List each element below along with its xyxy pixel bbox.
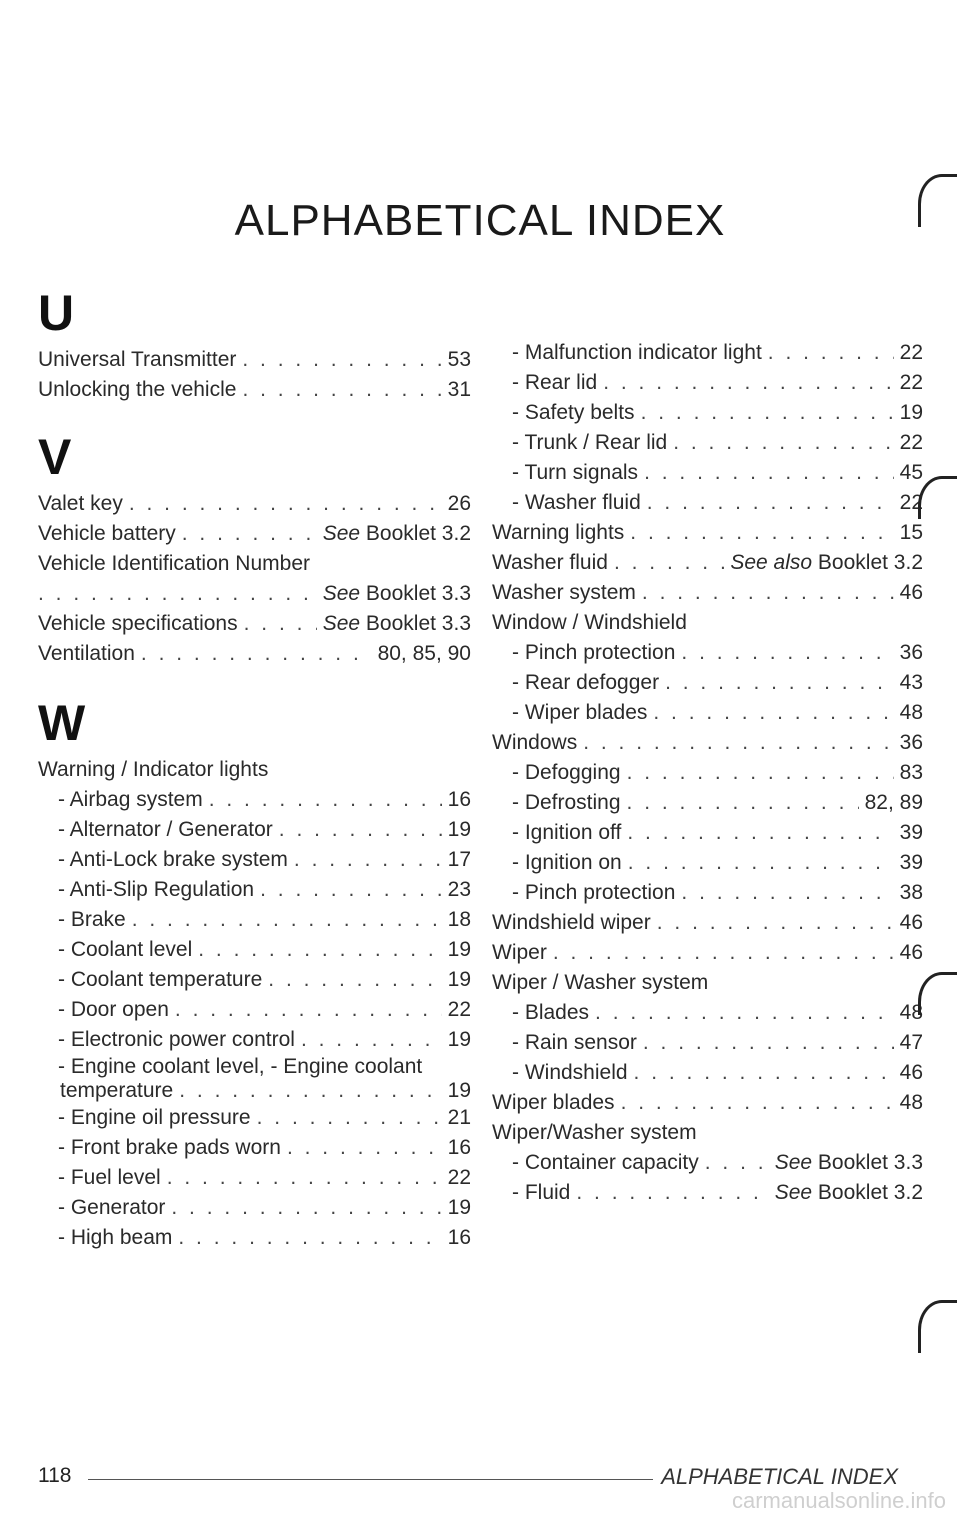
dot-leader bbox=[627, 758, 894, 788]
entry-page-ref bbox=[730, 548, 923, 578]
page-ref-value: Booklet 3.2 bbox=[817, 551, 923, 574]
page-ref-value: 46 bbox=[899, 941, 923, 964]
page-ref-value: 22 bbox=[899, 371, 923, 394]
entry-page-ref bbox=[448, 1163, 471, 1193]
entry-label: - Fluid bbox=[512, 1181, 571, 1204]
entry-page-ref bbox=[900, 758, 923, 788]
index-entry bbox=[492, 458, 923, 488]
dot-leader bbox=[141, 639, 372, 669]
dot-leader bbox=[644, 458, 894, 488]
entry-label: - Electronic power control bbox=[58, 1028, 295, 1051]
entry-page-ref bbox=[323, 519, 471, 549]
dot-leader bbox=[643, 1028, 894, 1058]
entry-page-ref bbox=[448, 845, 471, 875]
page-ref-value: 26 bbox=[447, 492, 471, 515]
page-ref-value: 23 bbox=[447, 878, 471, 901]
section-letter: U bbox=[38, 285, 75, 341]
index-entry bbox=[38, 1025, 471, 1055]
entry-label: - Container capacity bbox=[512, 1151, 699, 1174]
dot-leader bbox=[665, 668, 894, 698]
entry-page-ref bbox=[900, 1028, 923, 1058]
page-ref-value: 46 bbox=[899, 911, 923, 934]
entry-page-ref bbox=[900, 1058, 923, 1088]
page-tab-marker bbox=[918, 476, 957, 519]
entry-label: - Ignition on bbox=[512, 851, 622, 874]
page-ref-value: 22 bbox=[899, 491, 923, 514]
index-heading: Wiper/Washer system bbox=[492, 1121, 697, 1144]
index-entry bbox=[492, 1028, 923, 1058]
index-entry bbox=[492, 1088, 923, 1118]
index-entry bbox=[38, 815, 471, 845]
entry-page-ref bbox=[448, 1103, 471, 1133]
entry-page-ref bbox=[900, 668, 923, 698]
dot-leader bbox=[768, 338, 894, 368]
dot-leader bbox=[178, 1223, 441, 1253]
entry-page-ref bbox=[900, 908, 923, 938]
page-ref-value: 22 bbox=[447, 998, 471, 1021]
entry-page-ref bbox=[448, 1133, 471, 1163]
dot-leader bbox=[38, 579, 317, 609]
entry-page-ref bbox=[448, 489, 471, 519]
dot-leader bbox=[603, 368, 893, 398]
index-entry bbox=[492, 1058, 923, 1088]
entry-page-ref bbox=[448, 935, 471, 965]
entry-page-ref bbox=[775, 1178, 923, 1208]
entry-page-ref bbox=[448, 375, 471, 405]
see-reference: See bbox=[774, 1181, 813, 1204]
see-reference: See bbox=[774, 1151, 813, 1174]
entry-label: Unlocking the vehicle bbox=[38, 378, 237, 401]
entry-label: - Trunk / Rear lid bbox=[512, 431, 668, 454]
page-ref-value: 31 bbox=[447, 378, 471, 401]
dot-leader bbox=[209, 785, 442, 815]
see-reference: See bbox=[322, 582, 361, 605]
entry-label: Windows bbox=[492, 731, 578, 754]
index-entry bbox=[492, 998, 923, 1028]
dot-leader bbox=[673, 428, 893, 458]
page-ref-value: 48 bbox=[899, 1091, 923, 1114]
entry-label: - Alternator / Generator bbox=[58, 818, 273, 841]
entry-page-ref bbox=[448, 875, 471, 905]
entry-page-ref bbox=[900, 818, 923, 848]
dot-leader bbox=[641, 398, 894, 428]
index-entry bbox=[492, 338, 923, 368]
entry-page-ref bbox=[900, 338, 923, 368]
entry-label: - Rain sensor bbox=[512, 1031, 637, 1054]
entry-label: Wiper blades bbox=[492, 1091, 615, 1114]
index-entry bbox=[492, 878, 923, 908]
index-entry bbox=[38, 1133, 471, 1163]
index-entry bbox=[492, 398, 923, 428]
index-entry bbox=[492, 578, 923, 608]
entry-page-ref bbox=[323, 609, 471, 639]
page-ref-value: 18 bbox=[447, 908, 471, 931]
dot-leader bbox=[175, 995, 442, 1025]
index-heading: Wiper / Washer system bbox=[492, 971, 709, 994]
index-entry bbox=[492, 848, 923, 878]
entry-page-ref bbox=[900, 458, 923, 488]
dot-leader bbox=[614, 548, 724, 578]
entry-page-ref bbox=[900, 368, 923, 398]
entry-label: Valet key bbox=[38, 492, 123, 515]
entry-label: - Defrosting bbox=[512, 791, 621, 814]
entry-page-ref bbox=[900, 428, 923, 458]
dot-leader bbox=[301, 1025, 442, 1055]
entry-label: - Fuel level bbox=[58, 1166, 161, 1189]
dot-leader bbox=[257, 1103, 442, 1133]
entry-label: - Pinch protection bbox=[512, 641, 676, 664]
index-entry bbox=[38, 639, 471, 669]
entry-page-ref bbox=[448, 905, 471, 935]
page-ref-value: 36 bbox=[899, 641, 923, 664]
index-entry bbox=[492, 728, 923, 758]
dot-leader bbox=[287, 1133, 442, 1163]
index-heading: Warning / Indicator lights bbox=[38, 758, 269, 781]
page-ref-value: 16 bbox=[447, 1226, 471, 1249]
index-entry bbox=[38, 1163, 471, 1193]
index-entry bbox=[38, 345, 471, 375]
entry-label: - Coolant level bbox=[58, 938, 193, 961]
entry-label: - Pinch protection bbox=[512, 881, 676, 904]
index-entry bbox=[38, 579, 471, 609]
dot-leader bbox=[681, 878, 893, 908]
dot-leader bbox=[171, 1193, 441, 1223]
dot-leader bbox=[628, 848, 894, 878]
dot-leader bbox=[647, 488, 894, 518]
entry-label: - Turn signals bbox=[512, 461, 639, 484]
dot-leader bbox=[634, 1058, 894, 1088]
dot-leader bbox=[179, 1079, 441, 1103]
entry-page-ref bbox=[448, 965, 471, 995]
entry-page-ref bbox=[900, 878, 923, 908]
entry-label: - Malfunction indicator light bbox=[512, 341, 762, 364]
dot-leader bbox=[260, 875, 442, 905]
index-entry bbox=[38, 519, 471, 549]
page-ref-value: 15 bbox=[899, 521, 923, 544]
entry-label: Vehicle battery bbox=[38, 522, 176, 545]
entry-label: - Anti-Slip Regulation bbox=[58, 878, 255, 901]
section-letter: W bbox=[38, 695, 86, 751]
index-entry bbox=[492, 788, 923, 818]
index-entry bbox=[38, 1223, 471, 1253]
entry-label: - Rear defogger bbox=[512, 671, 660, 694]
page-ref-value: 19 bbox=[447, 1079, 471, 1102]
index-entry-wrapped-line: Vehicle Identification Number bbox=[38, 552, 310, 575]
page-ref-value: 22 bbox=[447, 1166, 471, 1189]
index-entry bbox=[492, 548, 923, 578]
dot-leader bbox=[621, 1088, 894, 1118]
entry-label: Ventilation bbox=[38, 642, 135, 665]
dot-leader bbox=[294, 845, 442, 875]
page-ref-value: 38 bbox=[899, 881, 923, 904]
entry-page-ref bbox=[900, 938, 923, 968]
entry-label: Warning lights bbox=[492, 521, 625, 544]
index-entry bbox=[492, 698, 923, 728]
entry-label: - Safety belts bbox=[512, 401, 635, 424]
page-ref-value: 48 bbox=[899, 1001, 923, 1024]
index-entry bbox=[492, 638, 923, 668]
index-entry bbox=[492, 668, 923, 698]
see-reference: See bbox=[322, 522, 361, 545]
index-entry bbox=[38, 375, 471, 405]
entry-label: Universal Transmitter bbox=[38, 348, 237, 371]
dot-leader bbox=[576, 1178, 768, 1208]
index-entry bbox=[38, 905, 471, 935]
entry-page-ref bbox=[448, 995, 471, 1025]
entry-page-ref bbox=[865, 788, 923, 818]
page-ref-value: 19 bbox=[447, 968, 471, 991]
index-entry bbox=[492, 938, 923, 968]
page-ref-value: 53 bbox=[447, 348, 471, 371]
entry-page-ref bbox=[900, 398, 923, 428]
entry-label: temperature bbox=[60, 1079, 174, 1102]
entry-page-ref bbox=[900, 578, 923, 608]
entry-label: Windshield wiper bbox=[492, 911, 651, 934]
entry-label: - Coolant temperature bbox=[58, 968, 263, 991]
dot-leader bbox=[553, 938, 894, 968]
page-ref-value: 45 bbox=[899, 461, 923, 484]
entry-page-ref bbox=[900, 638, 923, 668]
page-ref-value: 22 bbox=[899, 341, 923, 364]
entry-page-ref bbox=[900, 1088, 923, 1118]
dot-leader bbox=[627, 788, 859, 818]
page-ref-value: 47 bbox=[899, 1031, 923, 1054]
index-entry bbox=[492, 518, 923, 548]
page-ref-value: 83 bbox=[899, 761, 923, 784]
entry-label: Vehicle specifications bbox=[38, 612, 238, 635]
entry-label: - Wiper blades bbox=[512, 701, 648, 724]
page-ref-value: 19 bbox=[447, 938, 471, 961]
entry-label: - Rear lid bbox=[512, 371, 598, 394]
watermark: carmanualsonline.info bbox=[731, 1488, 946, 1513]
entry-label: - Engine oil pressure bbox=[58, 1106, 251, 1129]
index-entry bbox=[38, 995, 471, 1025]
entry-label: Wiper bbox=[492, 941, 547, 964]
dot-leader bbox=[182, 519, 317, 549]
index-entry-wrapped-line: - Engine coolant level, - Engine coolant bbox=[58, 1055, 423, 1078]
index-entry bbox=[38, 965, 471, 995]
index-entry bbox=[492, 1178, 923, 1208]
index-entry bbox=[38, 875, 471, 905]
page-ref-value: 19 bbox=[899, 401, 923, 424]
index-entry bbox=[38, 785, 471, 815]
entry-label: - Defogging bbox=[512, 761, 621, 784]
footer-divider bbox=[88, 1479, 653, 1480]
page-title: ALPHABETICAL INDEX bbox=[234, 196, 726, 245]
page-ref-value: Booklet 3.2 bbox=[817, 1181, 923, 1204]
page-tab-marker bbox=[918, 972, 957, 1015]
dot-leader bbox=[642, 578, 894, 608]
dot-leader bbox=[627, 818, 893, 848]
page-ref-value: 21 bbox=[447, 1106, 471, 1129]
dot-leader bbox=[242, 375, 441, 405]
dot-leader bbox=[583, 728, 893, 758]
entry-label: - Blades bbox=[512, 1001, 590, 1024]
page-ref-value: 19 bbox=[447, 1028, 471, 1051]
entry-label: - Brake bbox=[58, 908, 126, 931]
entry-page-ref bbox=[448, 1223, 471, 1253]
index-entry bbox=[38, 1103, 471, 1133]
page-ref-value: 48 bbox=[899, 701, 923, 724]
index-entry bbox=[38, 935, 471, 965]
dot-leader bbox=[244, 609, 317, 639]
entry-page-ref bbox=[900, 518, 923, 548]
dot-leader bbox=[129, 489, 442, 519]
entry-page-ref bbox=[323, 579, 471, 609]
entry-label: - Ignition off bbox=[512, 821, 622, 844]
see-reference: See also bbox=[730, 551, 813, 574]
index-left-column bbox=[38, 285, 471, 1253]
page-ref-value: 17 bbox=[447, 848, 471, 871]
page-ref-value: 46 bbox=[899, 581, 923, 604]
index-entry bbox=[38, 1079, 471, 1103]
entry-label: - High beam bbox=[58, 1226, 173, 1249]
index-right-column bbox=[492, 338, 923, 1208]
dot-leader bbox=[132, 905, 442, 935]
dot-leader bbox=[268, 965, 441, 995]
dot-leader bbox=[630, 518, 893, 548]
entry-page-ref bbox=[900, 728, 923, 758]
index-entry bbox=[38, 1193, 471, 1223]
entry-label: - Anti-Lock brake system bbox=[58, 848, 288, 871]
page-ref-value: 39 bbox=[899, 851, 923, 874]
index-entry bbox=[38, 609, 471, 639]
index-entry bbox=[492, 428, 923, 458]
dot-leader bbox=[681, 638, 893, 668]
see-reference: See bbox=[322, 612, 361, 635]
page-ref-value: 39 bbox=[899, 821, 923, 844]
section-letter: V bbox=[38, 429, 72, 485]
entry-label: Washer system bbox=[492, 581, 636, 604]
page-ref-value: 80, 85, 90 bbox=[377, 642, 471, 665]
page-ref-value: 22 bbox=[899, 431, 923, 454]
index-entry bbox=[492, 488, 923, 518]
dot-leader bbox=[242, 345, 441, 375]
page-ref-value: 46 bbox=[899, 1061, 923, 1084]
page-ref-value: 82, 89 bbox=[864, 791, 923, 814]
entry-page-ref bbox=[448, 345, 471, 375]
entry-label: Washer fluid bbox=[492, 551, 608, 574]
page-ref-value: 19 bbox=[447, 818, 471, 841]
entry-label: - Airbag system bbox=[58, 788, 203, 811]
entry-page-ref bbox=[448, 1025, 471, 1055]
index-heading: Window / Windshield bbox=[492, 611, 687, 634]
page-ref-value: Booklet 3.3 bbox=[817, 1151, 923, 1174]
entry-page-ref bbox=[900, 848, 923, 878]
page-ref-value: 16 bbox=[447, 788, 471, 811]
page-tab-marker bbox=[918, 1300, 957, 1353]
entry-label: - Front brake pads worn bbox=[58, 1136, 281, 1159]
footer-running-title: ALPHABETICAL INDEX bbox=[661, 1464, 898, 1489]
entry-page-ref bbox=[448, 785, 471, 815]
entry-label: - Washer fluid bbox=[512, 491, 641, 514]
page-ref-value: Booklet 3.2 bbox=[365, 522, 471, 545]
entry-page-ref bbox=[448, 815, 471, 845]
entry-page-ref bbox=[448, 1079, 471, 1103]
page-ref-value: 36 bbox=[899, 731, 923, 754]
page-ref-value: 19 bbox=[447, 1196, 471, 1219]
index-entry bbox=[38, 489, 471, 519]
dot-leader bbox=[705, 1148, 769, 1178]
index-entry bbox=[492, 368, 923, 398]
dot-leader bbox=[198, 935, 441, 965]
entry-label: - Door open bbox=[58, 998, 169, 1021]
entry-page-ref bbox=[448, 1193, 471, 1223]
index-entry bbox=[492, 818, 923, 848]
index-entry bbox=[492, 908, 923, 938]
page-ref-value: 16 bbox=[447, 1136, 471, 1159]
page-number: 118 bbox=[38, 1464, 72, 1487]
entry-label: - Windshield bbox=[512, 1061, 628, 1084]
entry-page-ref bbox=[775, 1148, 923, 1178]
entry-page-ref bbox=[378, 639, 471, 669]
dot-leader bbox=[279, 815, 442, 845]
dot-leader bbox=[167, 1163, 442, 1193]
dot-leader bbox=[595, 998, 894, 1028]
page-ref-value: 43 bbox=[899, 671, 923, 694]
index-entry bbox=[38, 845, 471, 875]
page-tab-marker bbox=[918, 174, 957, 227]
index-entry bbox=[492, 1148, 923, 1178]
index-entry bbox=[492, 758, 923, 788]
dot-leader bbox=[657, 908, 894, 938]
dot-leader bbox=[653, 698, 893, 728]
page-ref-value: Booklet 3.3 bbox=[365, 582, 471, 605]
entry-page-ref bbox=[900, 698, 923, 728]
entry-label: - Generator bbox=[58, 1196, 166, 1219]
page-ref-value: Booklet 3.3 bbox=[365, 612, 471, 635]
